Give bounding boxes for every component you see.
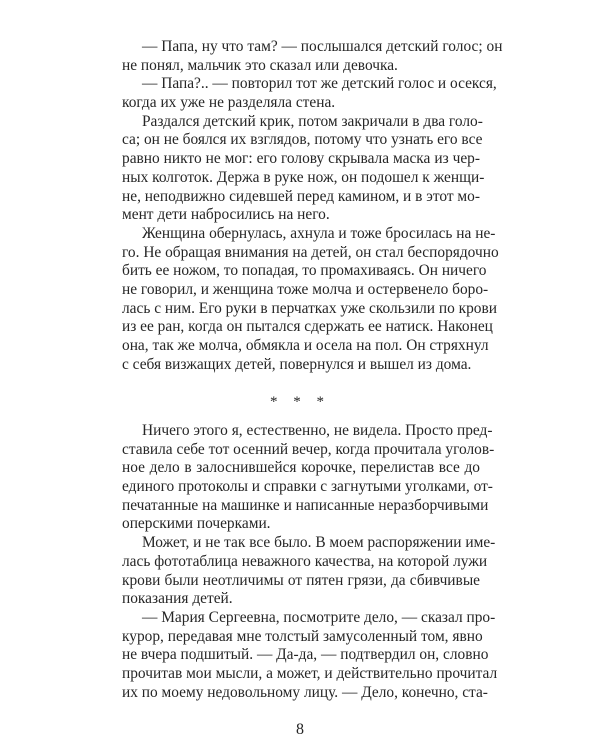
text-line: не вчера подшитый. — Да-да, — подтвердил он, словно [122,646,489,664]
text-line: оперскими почерками. [122,515,271,533]
text-line: го. Не обращая внимания на детей, он стал беспорядочно [122,243,499,261]
text-line: са; он не боялся их взглядов, потому что узнать его все [122,131,483,149]
paragraph [122,75,497,112]
paragraph [122,112,485,225]
text-line: Раздался детский крик, потом закричали в два голо- [142,112,483,130]
text-line: Может, и не так все было. В моем распоряжении име- [142,534,496,552]
paragraph [122,38,503,75]
page-number: 8 [296,721,304,738]
text-line: крови были неотличимы от пятен грязи, да сбивчивые [122,571,480,589]
text-line: — Папа?.. — повторил тот же детский голос и осекся, [142,75,497,93]
text-line: — Мария Сергеевна, посмотрите дело, — сказал про- [142,608,496,626]
text-line: из ее ран, когда он пытался сдержать ее натиск. Наконец [122,318,493,336]
text-section-1 [122,38,503,374]
text-line: ное дело в залоснившейся корочке, перелистав все до [122,459,480,477]
paragraph [122,422,495,534]
text-line: прочитав мои мысли, а может, и действительно прочитал [122,664,498,682]
paragraph [122,534,496,609]
text-line: не говорил, и женщина тоже молча и остервенело боро- [122,280,489,298]
text-line: Женщина обернулась, ахнула и тоже бросилась на не- [142,224,496,242]
text-line: не, неподвижно сидевшей перед камином, и в этот мо- [122,187,480,205]
text-line: печатанные на машинке и написанные неразборчивыми [122,496,489,514]
text-line: лась с ним. Его руки в перчатках уже скользили по крови [122,299,497,317]
text-line: единого протоколы и справки с загнутыми уголками, от- [122,478,493,496]
text-line: лась фототаблица неважного качества, на которой лужи [122,552,488,570]
text-line: ных колготок. Держа в руке нож, он подошел к женщи- [122,168,485,186]
text-line: равно никто не мог: его голову скрывала маска из чер- [122,150,480,168]
paragraph [122,608,498,702]
text-line: курор, передавая мне толстый замусоленный том, явно [122,627,483,645]
text-line: бить ее ножом, то попадая, то промахиваясь. Он ничего [122,262,487,280]
text-line: показания детей. [122,590,233,608]
text-line: когда их уже не разделяла стена. [122,94,336,112]
text-line: ставила себе тот осенний вечер, когда прочитала уголов- [122,440,495,458]
section-separator: * * * [270,394,330,410]
text-line: — Папа, ну что там? — послышался детский голос; он [142,38,503,55]
text-line: она, так же молча, обмякла и осела на пол. Он стряхнул [122,337,489,354]
text-line: их по моему недовольному лицу. — Дело, конечно, ста- [122,683,488,701]
text-line: с себя визжащих детей, повернулся и вышел из дома. [122,355,472,373]
paragraph [122,224,499,375]
text-section-2 [122,422,498,702]
text-line: не понял, мальчик это сказал или девочка. [122,56,398,74]
text-line: Ничего этого я, естественно, не видела. Просто пред- [142,422,493,439]
text-line: мент дети набросились на него. [122,206,330,224]
